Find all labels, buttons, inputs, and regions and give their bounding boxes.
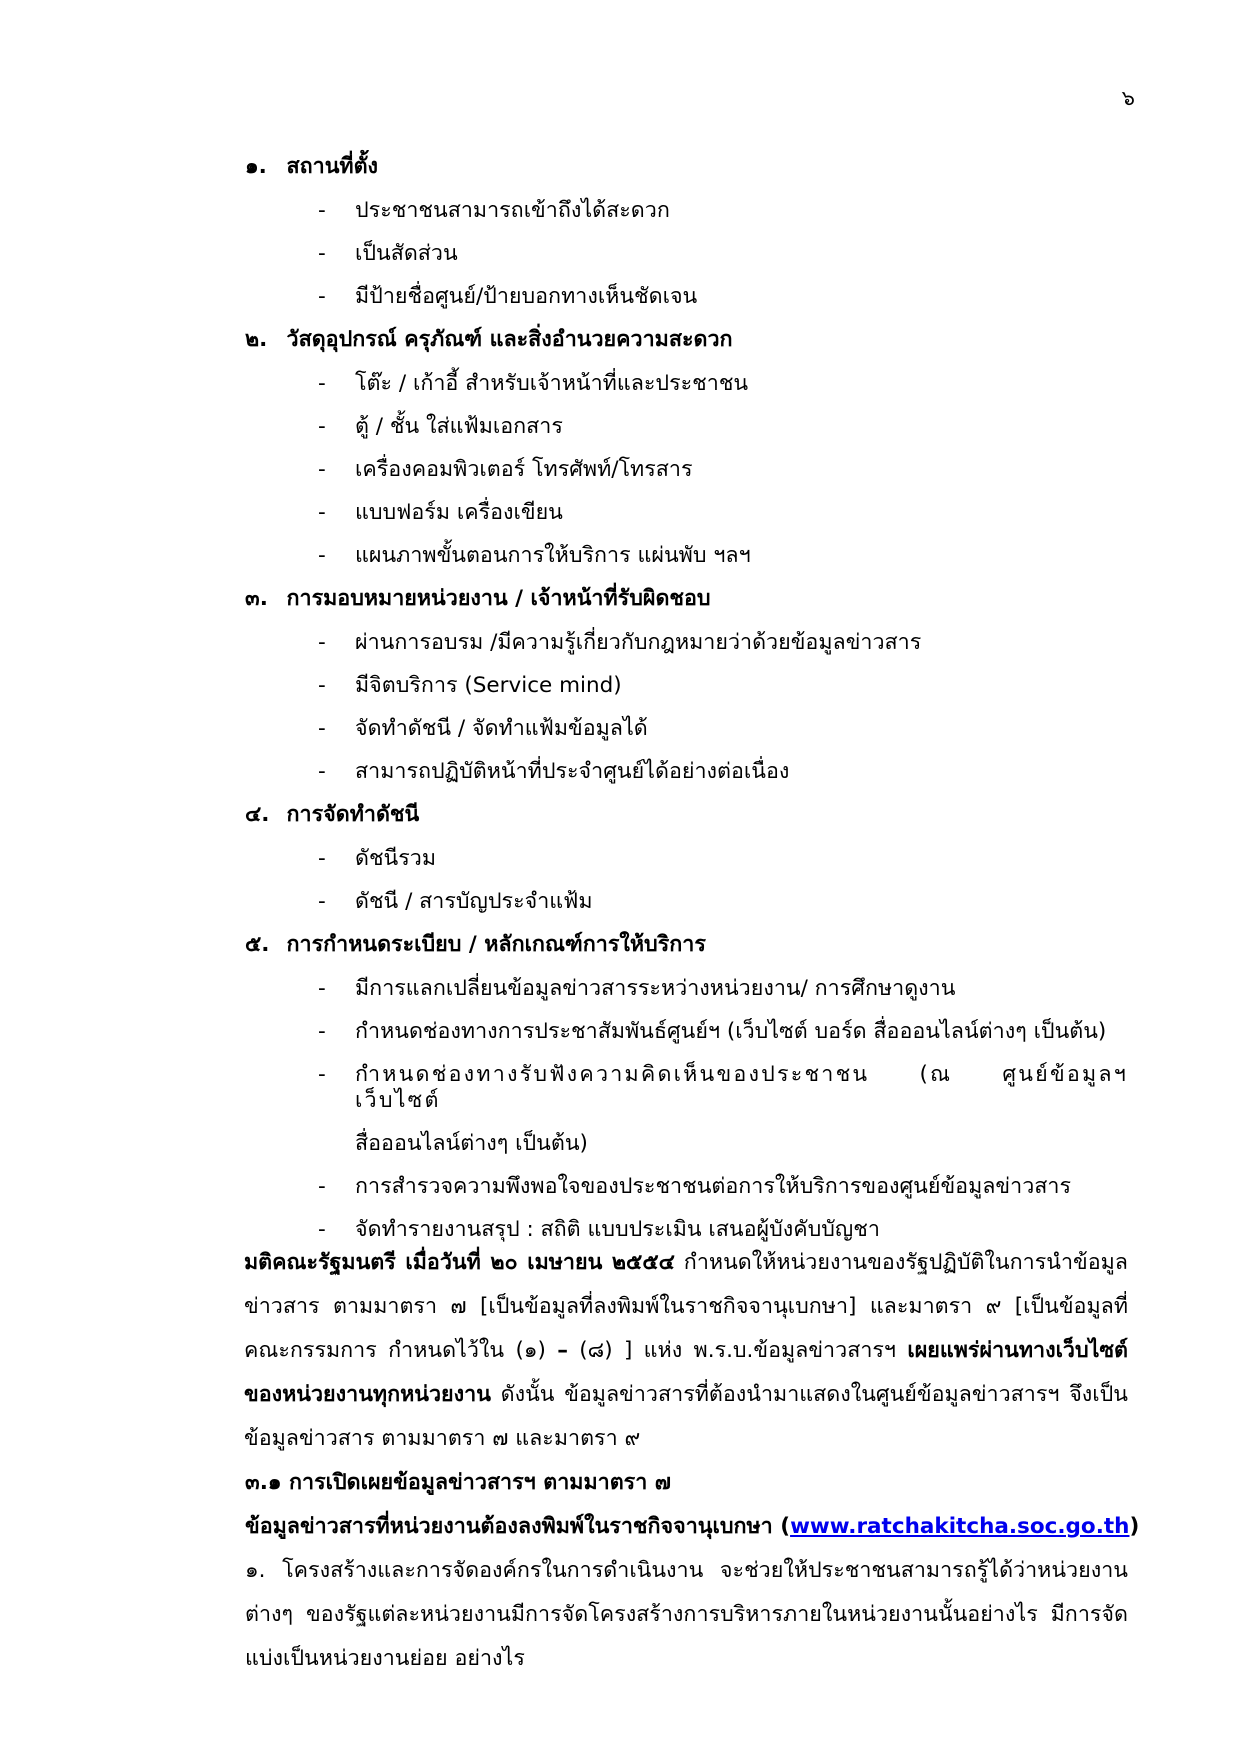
resolution-paragraph: มติคณะรัฐมนตรี เมื่อวันที่ ๒๐ เมษายน ๒๕๕๔ กำหนดให้หน่วยงานของรัฐปฏิบัติในการนำข้อมูล ข่าวสาร ตามมาตรา ๗ [เป็นข้อมูลที่ลงพิมพ์ในราชกิจจานุเบกษา] และมาตรา ๙ [เป็นข้อมูลที่คณะกรรมการ กำหนดไว้ใน (๑) – (๘) ] แห่ง พ.ร.บ.ข้อมูลข่าวสารฯ เผยแพร่ผ่านทางเว็บไซต์ของหน่วยงานทุกหน่วยงาน ดังนั้น ข้อมูลข่าวสารที่ต้องนำมาแสดงในศูนย์ข้อมูลข่าวสารฯ จึงเป็นข้อมูลข่าวสาร ตามมาตรา ๗ และมาตรา ๙ [244, 1250, 1129, 1451]
list-item: - กำหนดช่องทางการประชาสัมพันธ์ศูนย์ฯ (เว็บไซต์ บอร์ด สื่อออนไลน์ต่างๆ เป็นต้น) [318, 1019, 1107, 1044]
list-item: - ดัชนี / สารบัญประจำแฟ้ม [318, 889, 593, 914]
list-item: - มีจิตบริการ (Service mind) [318, 673, 622, 698]
list-item: - เครื่องคอมพิวเตอร์ โทรศัพท์/โทรสาร [318, 457, 693, 482]
bullet-list [166, 630, 1128, 785]
section-number: ๔. [245, 802, 270, 827]
list-item: - เป็นสัดส่วน [318, 241, 458, 266]
gazette-line: ข้อมูลข่าวสารที่หน่วยงานต้องลงพิมพ์ในราชกิจจานุเบกษา (www.ratchakitcha.soc.go.th) [245, 1514, 1140, 1539]
list-item: - ตู้ / ชั้น ใส่แฟ้มเอกสาร [318, 414, 563, 439]
list-item: - มีป้ายชื่อศูนย์/ป้ายบอกทางเห็นชัดเจน [318, 284, 698, 309]
item-one-paragraph: ๑. โครงสร้างและการจัดองค์กรในการดำเนินงาน จะช่วยให้ประชาชนสามารถรู้ได้ว่าหน่วยงานต่างๆ ของรัฐแต่ละหน่วยงานมีการจัดโครงสร้างการบริหารภายในหน่วยงานนั้นอย่างไร มีการจัดแบ่งเป็นหน่วยงานย่อย อย่างไร [245, 1558, 1128, 1671]
section-title: การมอบหมายหน่วยงาน / เจ้าหน้าที่รับผิดชอบ [286, 586, 711, 611]
list-item: - มีการแลกเปลี่ยนข้อมูลข่าวสารระหว่างหน่วยงาน/ การศึกษาดูงาน [318, 976, 956, 1001]
section-heading [245, 932, 1128, 958]
section-heading [245, 154, 1128, 180]
section-heading [245, 327, 1128, 353]
section-number: ๕. [245, 932, 270, 957]
section-number: ๓. [245, 586, 268, 611]
list-item: - ดัชนีรวม [318, 846, 437, 871]
section-heading [245, 802, 1128, 828]
list-item: - แผนภาพขั้นตอนการให้บริการ แผ่นพับ ฯลฯ [318, 543, 751, 568]
list-item: - แบบฟอร์ม เครื่องเขียน [318, 500, 563, 525]
list-item: - ประชาชนสามารถเข้าถึงได้สะดวก [318, 198, 670, 223]
section-number: ๑. [245, 154, 267, 179]
section-title: วัสดุอุปกรณ์ ครุภัณฑ์ และสิ่งอำนวยความสะดวก [286, 327, 733, 352]
bullet-list [166, 198, 1128, 310]
gazette-link[interactable]: www.ratchakitcha.soc.go.th [790, 1514, 1130, 1539]
list-item: - กำหนดช่องทางรับฟังความคิดเห็นของประชาชน (ณ ศูนย์ข้อมูลฯ เว็บไซต์ สื่อออนไลน์ต่างๆ เป็นต้น) [318, 1062, 1128, 1156]
section-title: การกำหนดระเบียบ / หลักเกณฑ์การให้บริการ [286, 932, 706, 957]
list-item: - โต๊ะ / เก้าอี้ สำหรับเจ้าหน้าที่และประชาชน [318, 371, 749, 396]
section-heading [245, 586, 1128, 612]
list-item: - ผ่านการอบรม /มีความรู้เกี่ยวกับกฎหมายว่าด้วยข้อมูลข่าวสาร [318, 630, 922, 655]
subsection-title: ๓.๑ การเปิดเผยข้อมูลข่าวสารฯ ตามมาตรา ๗ [245, 1470, 671, 1495]
bullet-list [166, 846, 1128, 915]
section-number: ๒. [245, 327, 268, 352]
section-title: การจัดทำดัชนี [286, 802, 420, 827]
list-item: - สามารถปฏิบัติหน้าที่ประจำศูนย์ได้อย่างต่อเนื่อง [318, 759, 790, 784]
document-body [166, 154, 1140, 1681]
list-item: - การสำรวจความพึงพอใจของประชาชนต่อการให้บริการของศูนย์ข้อมูลข่าวสาร [318, 1174, 1072, 1199]
list-item: - จัดทำรายงานสรุป : สถิติ แบบประเมิน เสนอผู้บังคับบัญชา [318, 1217, 880, 1242]
section-title: สถานที่ตั้ง [286, 154, 379, 179]
bullet-list [166, 976, 1128, 1243]
bullet-list [166, 371, 1128, 569]
list-item: - จัดทำดัชนี / จัดทำแฟ้มข้อมูลได้ [318, 716, 648, 741]
page-number: ๖ [1121, 86, 1135, 110]
